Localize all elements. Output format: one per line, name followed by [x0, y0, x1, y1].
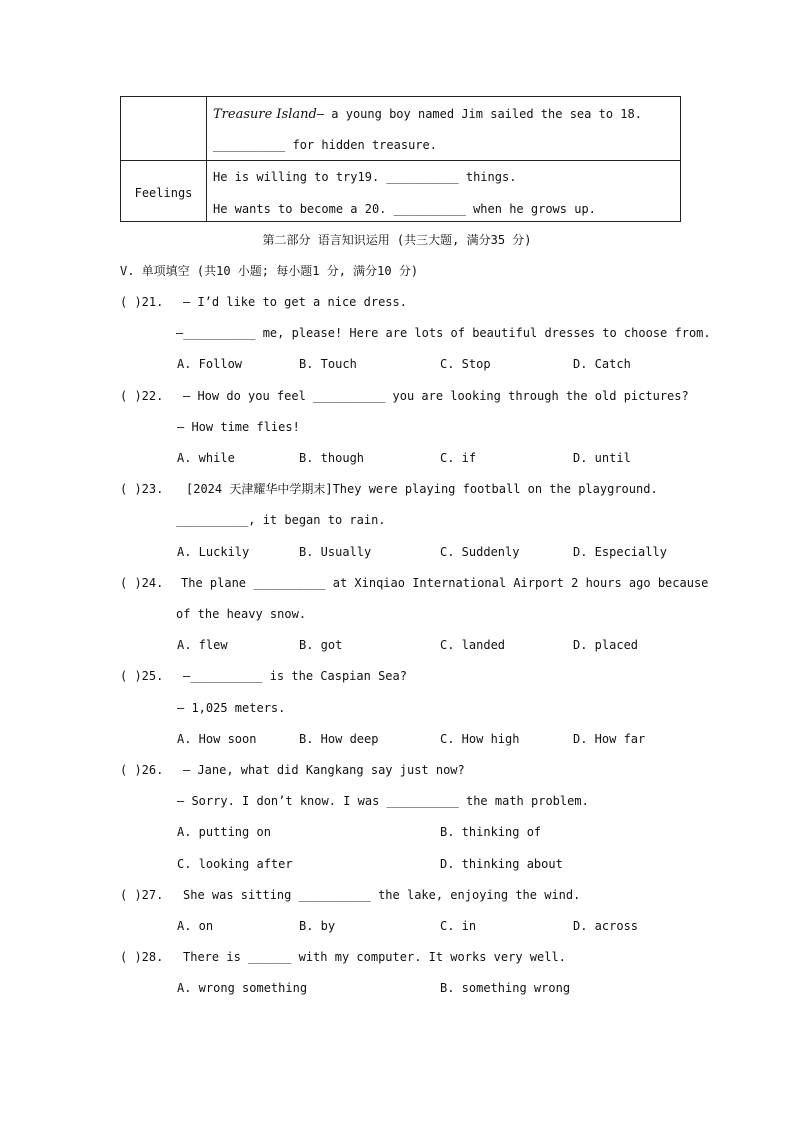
table-row-divider — [121, 160, 680, 161]
question-number: ( )26. — [120, 763, 164, 777]
option: C. How high — [440, 732, 520, 746]
table-row1-line1 — [213, 106, 642, 123]
option: B. though — [299, 451, 365, 465]
table-column-divider — [206, 97, 207, 221]
table-row2-line2: He wants to become a 20. __________ when he grows up. — [213, 202, 596, 216]
option: B. Touch — [299, 357, 357, 371]
option: A. while — [177, 451, 235, 465]
question-number: ( )28. — [120, 950, 164, 964]
question-line: — Jane, what did Kangkang say just now? — [183, 763, 465, 777]
option: D. until — [573, 451, 631, 465]
part-heading: V. 单项填空 (共10 小题; 每小题1 分, 满分10 分) — [120, 264, 419, 278]
option: C. if — [440, 451, 477, 465]
option: C. looking after — [177, 857, 293, 871]
option: D. thinking about — [440, 857, 563, 871]
question-line: of the heavy snow. — [176, 607, 307, 621]
option: C. Suddenly — [440, 545, 520, 559]
option: A. flew — [177, 638, 228, 652]
option: B. got — [299, 638, 343, 652]
option: A. on — [177, 919, 214, 933]
table-row2-label: Feelings — [134, 186, 193, 200]
question-line: — I’d like to get a nice dress. — [183, 295, 407, 309]
option: D. Especially — [573, 545, 667, 559]
option: A. Follow — [177, 357, 243, 371]
question-number: ( )25. — [120, 669, 164, 683]
option: C. in — [440, 919, 477, 933]
table-row1-line2: __________ for hidden treasure. — [213, 138, 437, 152]
question-line: — How time flies! — [177, 420, 300, 434]
option: A. Luckily — [177, 545, 250, 559]
option: C. Stop — [440, 357, 491, 371]
option: B. by — [299, 919, 336, 933]
option: A. wrong something — [177, 981, 308, 995]
option: B. thinking of — [440, 825, 542, 839]
question-number: ( )22. — [120, 389, 164, 403]
question-line: There is ______ with my computer. It works very well. — [183, 950, 566, 964]
table-row2-line1: He is willing to try19. __________ things. — [213, 170, 517, 184]
option: B. something wrong — [440, 981, 571, 995]
summary-table — [120, 96, 681, 222]
option: B. Usually — [299, 545, 372, 559]
option: A. How soon — [177, 732, 257, 746]
question-line: She was sitting __________ the lake, enjoying the wind. — [183, 888, 581, 902]
option: C. landed — [440, 638, 506, 652]
question-number: ( )27. — [120, 888, 164, 902]
question-line: The plane __________ at Xinqiao International Airport 2 hours ago because — [181, 576, 709, 590]
option: D. across — [573, 919, 639, 933]
option: D. How far — [573, 732, 646, 746]
option: B. How deep — [299, 732, 379, 746]
row1-line1-text: — a young boy named Jim sailed the sea to 18. — [316, 107, 642, 121]
question-line: — How do you feel __________ you are looking through the old pictures? — [183, 389, 689, 403]
question-line: __________, it began to rain. — [176, 513, 386, 527]
question-number: ( )23. — [120, 482, 164, 496]
question-line: —__________ is the Caspian Sea? — [183, 669, 407, 683]
question-number: ( )21. — [120, 295, 164, 309]
option: D. Catch — [573, 357, 631, 371]
question-line: —__________ me, please! Here are lots of beautiful dresses to choose from. — [176, 326, 711, 340]
question-line: — 1,025 meters. — [177, 701, 286, 715]
option: D. placed — [573, 638, 639, 652]
question-number: ( )24. — [120, 576, 164, 590]
book-title: Treasure Island — [213, 107, 317, 122]
section-heading: 第二部分 语言知识运用 (共三大题, 满分35 分) — [262, 233, 532, 247]
question-line: — Sorry. I don’t know. I was __________ the math problem. — [177, 794, 589, 808]
question-line: [2024 天津耀华中学期末]They were playing football on the playground. — [186, 482, 658, 496]
option: A. putting on — [177, 825, 271, 839]
